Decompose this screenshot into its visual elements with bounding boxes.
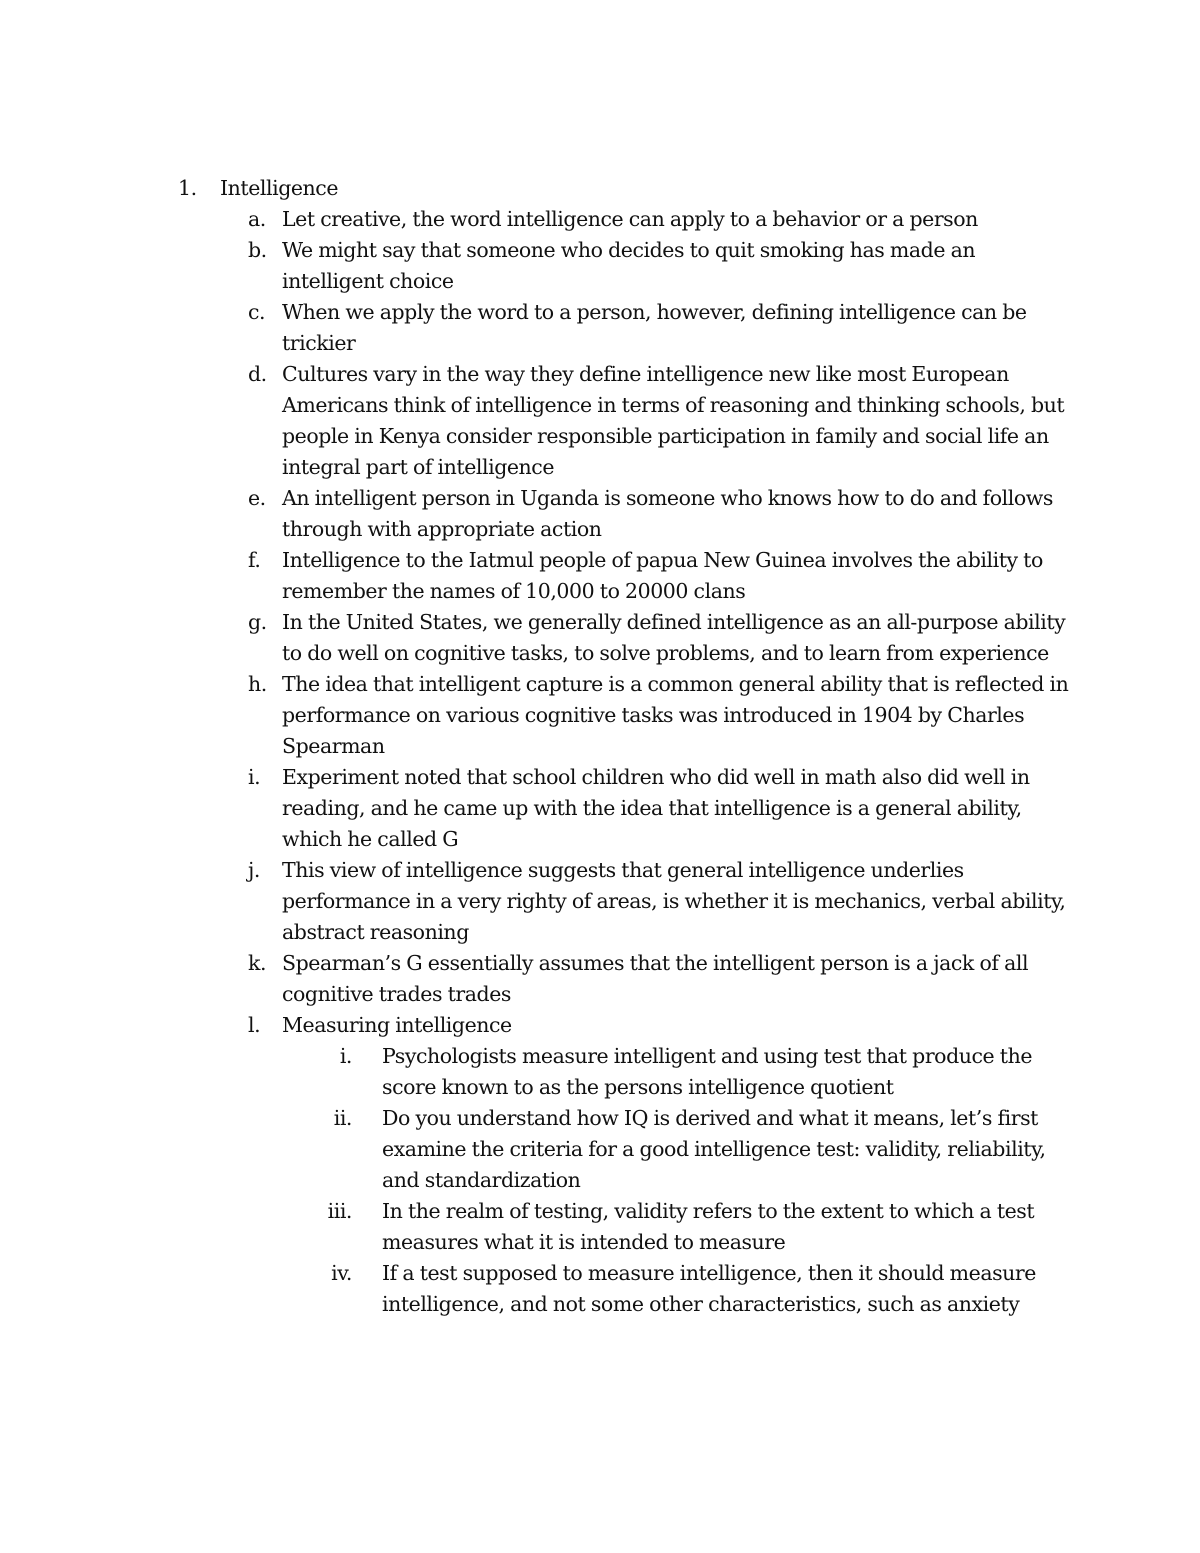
list-item-text: An intelligent person in Uganda is someone who knows how to do and follows through with appropriate action <box>282 486 1053 541</box>
list-item-text: Let creative, the word intelligence can apply to a behavior or a person <box>282 207 978 231</box>
list-item-text: Experiment noted that school children who did well in math also did well in reading, and he came up with the idea that intelligence is a general ability, which he called G <box>282 765 1030 851</box>
list-marker: g. <box>248 610 267 634</box>
list-item <box>170 545 1070 607</box>
list-marker: a. <box>248 207 266 231</box>
list-marker: 1. <box>178 176 197 200</box>
sublist-item-text: If a test supposed to measure intelligence, then it should measure intelligence, and not some other characteristics, such as anxiety <box>382 1261 1036 1316</box>
list-marker: b. <box>248 238 267 262</box>
list-item-text: Spearman’s G essentially assumes that the intelligent person is a jack of all cognitive trades trades <box>282 951 1029 1006</box>
list-item-text: Intelligence <box>220 176 339 200</box>
list-item <box>170 1010 1070 1041</box>
list-marker: i. <box>248 765 261 789</box>
list-marker: l. <box>248 1013 261 1037</box>
list-marker: k. <box>248 951 267 975</box>
list-item <box>170 762 1070 855</box>
list-marker: c. <box>248 300 266 324</box>
list-item <box>170 607 1070 669</box>
sublist-item <box>170 1103 1070 1196</box>
list-item-text: In the United States, we generally defined intelligence as an all-purpose ability to do well on cognitive tasks, to solve problems, and to learn from experience <box>282 610 1066 665</box>
list-item <box>170 235 1070 297</box>
sublist-marker: ii. <box>333 1106 352 1130</box>
list-marker: e. <box>248 486 266 510</box>
list-item <box>170 359 1070 483</box>
sublist-item <box>170 1196 1070 1258</box>
list-item-text: This view of intelligence suggests that general intelligence underlies performance in a very righty of areas, is whether it is mechanics, verbal ability, abstract reasoning <box>282 858 1066 944</box>
sublist-item-text: Do you understand how IQ is derived and what it means, let’s first examine the criteria for a good intelligence test: validity, reliability, and standardization <box>382 1106 1046 1192</box>
sublist-item <box>170 1041 1070 1103</box>
sublist-marker: i. <box>339 1044 352 1068</box>
list-item <box>170 855 1070 948</box>
sublist-item-text: Psychologists measure intelligent and using test that produce the score known to as the persons intelligence quotient <box>382 1044 1033 1099</box>
list-item-text: When we apply the word to a person, however, defining intelligence can be trickier <box>282 300 1027 355</box>
list-item-text: Measuring intelligence <box>282 1013 512 1037</box>
list-item <box>170 669 1070 762</box>
list-marker: f. <box>248 548 261 572</box>
list-item-text: Intelligence to the Iatmul people of papua New Guinea involves the ability to remember the names of 10,000 to 20000 clans <box>282 548 1043 603</box>
sublist-marker: iv. <box>331 1261 352 1285</box>
sublist-item <box>170 1258 1070 1320</box>
sublist-marker: iii. <box>327 1199 352 1223</box>
outline-list <box>170 173 1070 1320</box>
list-marker: d. <box>248 362 267 386</box>
sublist-item-text: In the realm of testing, validity refers to the extent to which a test measures what it is intended to measure <box>382 1199 1035 1254</box>
list-item <box>170 948 1070 1010</box>
list-item <box>170 297 1070 359</box>
list-item-text: The idea that intelligent capture is a common general ability that is reflected in performance on various cognitive tasks was introduced in 1904 by Charles Spearman <box>282 672 1069 758</box>
list-marker: j. <box>248 858 260 882</box>
list-item-text: We might say that someone who decides to quit smoking has made an intelligent choice <box>282 238 976 293</box>
list-marker: h. <box>248 672 267 696</box>
list-item-text: Cultures vary in the way they define intelligence new like most European Americans think of intelligence in terms of reasoning and thinking schools, but people in Kenya consider responsible participation in family and social life an integral part of intelligence <box>282 362 1065 479</box>
list-item <box>170 204 1070 235</box>
list-item-heading <box>170 173 1070 204</box>
list-item <box>170 483 1070 545</box>
